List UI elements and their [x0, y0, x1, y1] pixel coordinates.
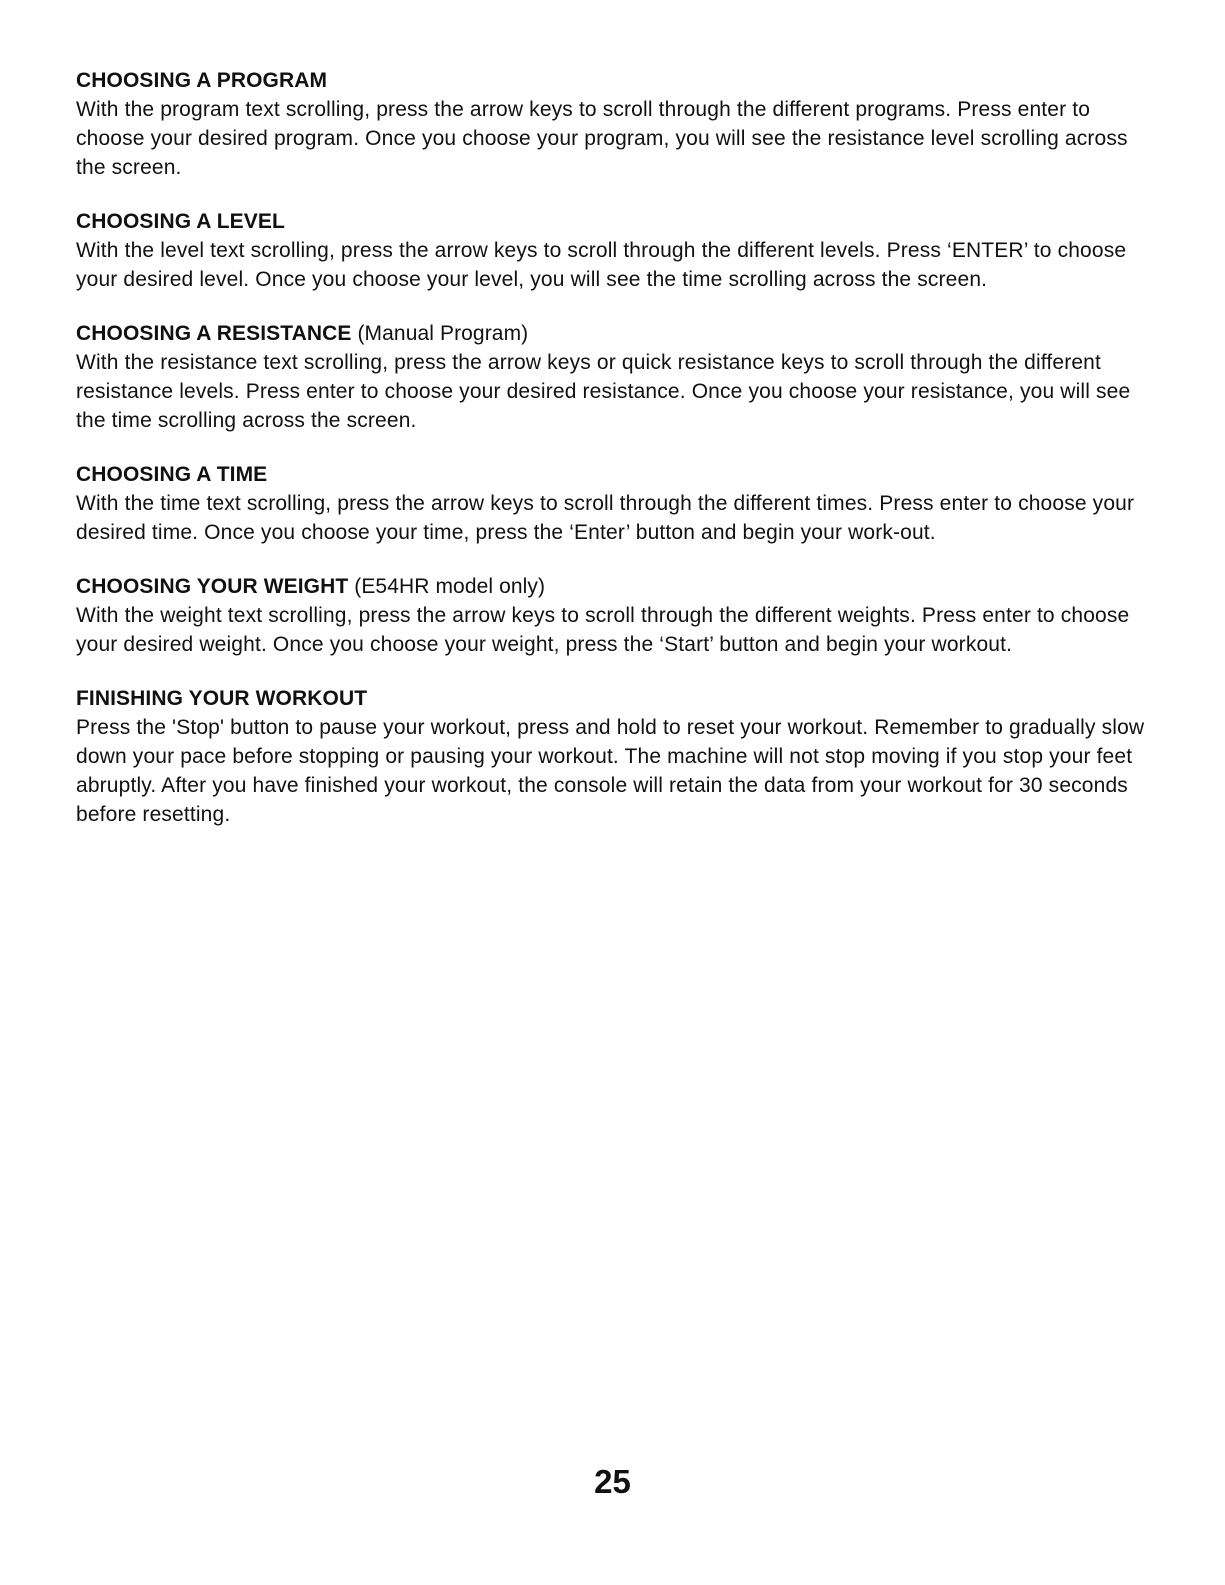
heading-title: CHOOSING A RESISTANCE — [76, 322, 352, 345]
section-body: With the program text scrolling, press the arrow keys to scroll through the different programs. Press enter to choose your desired program. Once you choose your program, you will see the resistance level scrolling across the screen. — [76, 98, 1128, 179]
section-choosing-a-level — [76, 207, 1156, 294]
section-heading — [76, 684, 1156, 713]
section-finishing-your-workout — [76, 684, 1156, 829]
section-body: With the level text scrolling, press the arrow keys to scroll through the different levels. Press ‘ENTER’ to choose your desired level. Once you choose your level, you will see the time scrolling across the screen. — [76, 239, 1127, 291]
section-heading — [76, 66, 1156, 95]
heading-title: FINISHING YOUR WORKOUT — [76, 687, 368, 710]
section-choosing-your-weight — [76, 572, 1156, 659]
section-body: With the weight text scrolling, press the arrow keys to scroll through the different weights. Press enter to choose your desired weight. Once you choose your weight, press the ‘Start’ button and begin your workout. — [76, 604, 1130, 656]
section-choosing-a-time — [76, 460, 1156, 547]
heading-note: (Manual Program) — [357, 322, 529, 345]
section-body: Press the 'Stop' button to pause your workout, press and hold to reset your workout. Remember to gradually slow down your pace before stopping or pausing your workout. The machine will not stop moving if you stop your feet abruptly. After you have finished your workout, the console will retain the data from your workout for 30 seconds before resetting. — [76, 716, 1145, 826]
section-heading — [76, 572, 1156, 601]
section-body: With the time text scrolling, press the arrow keys to scroll through the different times. Press enter to choose your desired time. Once you choose your time, press the ‘Enter’ button and begin your work-out. — [76, 492, 1135, 544]
heading-note: (E54HR model only) — [354, 575, 546, 598]
section-heading — [76, 319, 1156, 348]
manual-page-content — [76, 66, 1156, 854]
heading-title: CHOOSING A LEVEL — [76, 210, 285, 233]
heading-title: CHOOSING A PROGRAM — [76, 69, 328, 92]
heading-title: CHOOSING YOUR WEIGHT — [76, 575, 349, 598]
section-body: With the resistance text scrolling, press the arrow keys or quick resistance keys to scroll through the different resistance levels. Press enter to choose your desired resistance. Once you choose your resistance, you will see the time scrolling across the screen. — [76, 351, 1131, 432]
page-number: 25 — [594, 1463, 631, 1500]
section-heading — [76, 460, 1156, 489]
heading-title: CHOOSING A TIME — [76, 463, 268, 486]
section-choosing-a-program — [76, 66, 1156, 182]
section-choosing-a-resistance — [76, 319, 1156, 435]
section-heading — [76, 207, 1156, 236]
